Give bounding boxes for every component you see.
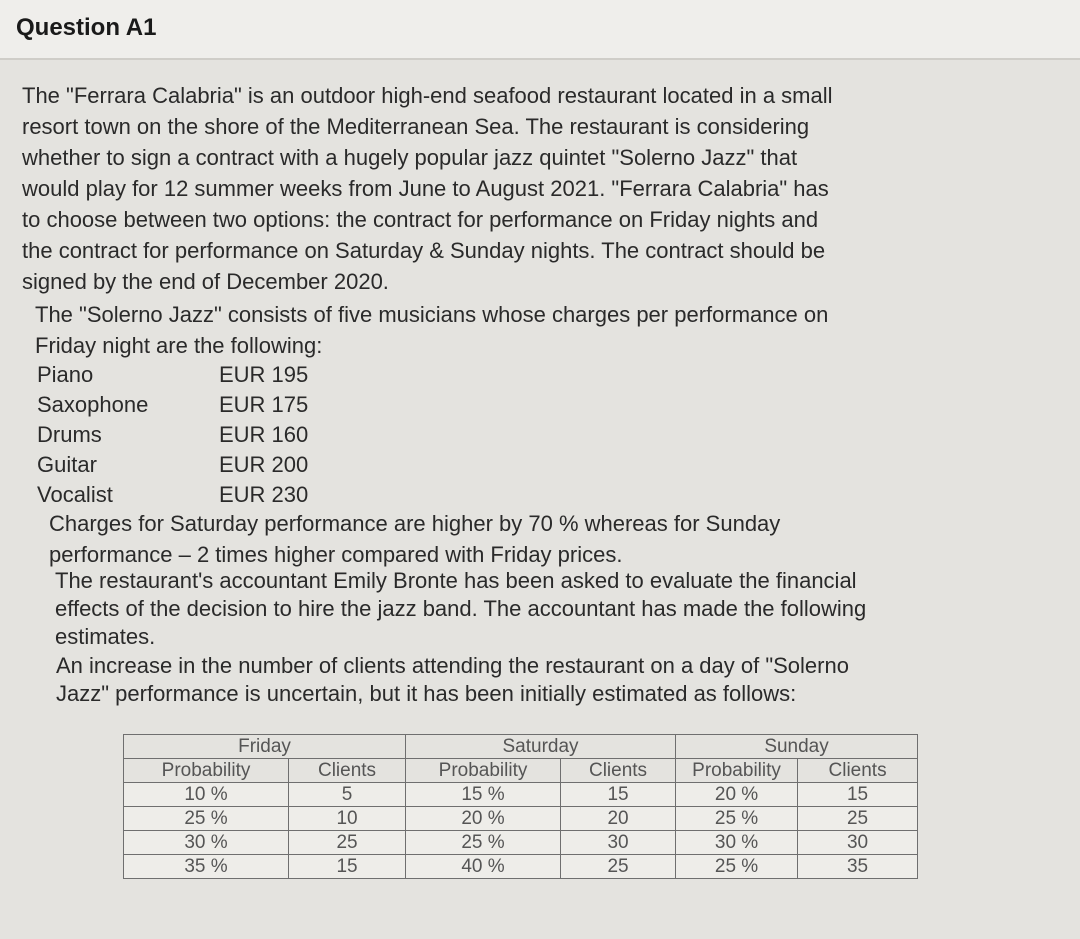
text-line: The "Ferrara Calabria" is an outdoor high-end seafood restaurant located in a small — [22, 83, 833, 108]
text-line: would play for 12 summer weeks from June to August 2021. "Ferrara Calabria" has — [22, 176, 829, 201]
table-row — [124, 807, 918, 831]
table-column-header-row — [124, 759, 918, 783]
text-line: An increase in the number of clients attending the restaurant on a day of "Solerno — [56, 653, 849, 678]
charge-row — [37, 390, 308, 420]
instrument-label: Drums — [37, 422, 102, 447]
table-cell: 30 % — [124, 831, 289, 855]
probability-header: Probability — [124, 759, 289, 783]
sunday-header: Sunday — [676, 735, 918, 759]
table-cell: 25 — [289, 831, 406, 855]
text-line: Friday night are the following: — [35, 333, 323, 358]
clients-paragraph — [56, 652, 849, 708]
text-line: to choose between two options: the contract for performance on Friday nights and — [22, 207, 819, 232]
charge-amount: EUR 175 — [219, 392, 309, 417]
clients-header: Clients — [798, 759, 918, 783]
musicians-paragraph — [35, 299, 828, 361]
friday-header: Friday — [124, 735, 406, 759]
table-cell: 30 — [561, 831, 676, 855]
table-cell: 40 % — [406, 855, 561, 879]
charge-row — [37, 480, 308, 510]
charge-row — [37, 360, 308, 390]
text-line: The restaurant's accountant Emily Bronte has been asked to evaluate the financial — [55, 568, 857, 593]
instrument-label: Piano — [37, 362, 94, 387]
table-cell: 25 % — [124, 807, 289, 831]
table-cell: 25 — [561, 855, 676, 879]
clients-header: Clients — [561, 759, 676, 783]
charge-amount: EUR 195 — [219, 362, 309, 387]
instrument-label: Saxophone — [37, 392, 149, 417]
table-cell: 10 — [289, 807, 406, 831]
accountant-paragraph — [55, 567, 866, 651]
table-cell: 5 — [289, 783, 406, 807]
saturday-header: Saturday — [406, 735, 676, 759]
text-line: signed by the end of December 2020. — [22, 269, 389, 294]
text-line: the contract for performance on Saturday & Sunday nights. The contract should be — [22, 238, 826, 263]
text-line: estimates. — [55, 624, 156, 649]
table-row — [124, 831, 918, 855]
text-line: Charges for Saturday performance are higher by 70 % whereas for Sunday — [49, 511, 781, 536]
table-cell: 35 % — [124, 855, 289, 879]
table-cell: 25 — [798, 807, 918, 831]
table-cell: 15 — [289, 855, 406, 879]
clients-header: Clients — [289, 759, 406, 783]
question-title: Question A1 — [16, 14, 157, 41]
table-cell: 20 % — [406, 807, 561, 831]
charge-row — [37, 420, 308, 450]
instrument-label: Guitar — [37, 452, 97, 477]
table-row — [124, 783, 918, 807]
table-cell: 25 % — [676, 807, 798, 831]
instrument-label: Vocalist — [37, 482, 113, 507]
text-line: whether to sign a contract with a hugely popular jazz quintet "Solerno Jazz" that — [22, 145, 798, 170]
table-cell: 10 % — [124, 783, 289, 807]
table-cell: 30 % — [676, 831, 798, 855]
text-line: performance – 2 times higher compared with Friday prices. — [49, 542, 623, 567]
text-line: The "Solerno Jazz" consists of five musicians whose charges per performance on — [35, 302, 829, 327]
text-line: resort town on the shore of the Mediterranean Sea. The restaurant is considering — [22, 114, 810, 139]
table-day-header-row — [124, 735, 918, 759]
table-cell: 20 — [561, 807, 676, 831]
text-line: effects of the decision to hire the jazz band. The accountant has made the following — [55, 596, 867, 621]
client-estimates-table — [123, 734, 918, 879]
table-cell: 20 % — [676, 783, 798, 807]
table-cell: 15 — [798, 783, 918, 807]
table-cell: 15 % — [406, 783, 561, 807]
probability-header: Probability — [406, 759, 561, 783]
charge-row — [37, 450, 308, 480]
probability-header: Probability — [676, 759, 798, 783]
charges-list — [37, 360, 308, 510]
charge-amount: EUR 230 — [219, 482, 309, 507]
table-cell: 25 % — [406, 831, 561, 855]
table-row — [124, 855, 918, 879]
table-cell: 15 — [561, 783, 676, 807]
weekend-charges-paragraph — [49, 508, 780, 570]
intro-paragraph — [22, 80, 833, 297]
text-line: Jazz" performance is uncertain, but it has been initially estimated as follows: — [56, 681, 797, 706]
table-cell: 30 — [798, 831, 918, 855]
question-header — [0, 0, 1080, 60]
charge-amount: EUR 160 — [219, 422, 309, 447]
table-cell: 25 % — [676, 855, 798, 879]
table-cell: 35 — [798, 855, 918, 879]
charge-amount: EUR 200 — [219, 452, 309, 477]
